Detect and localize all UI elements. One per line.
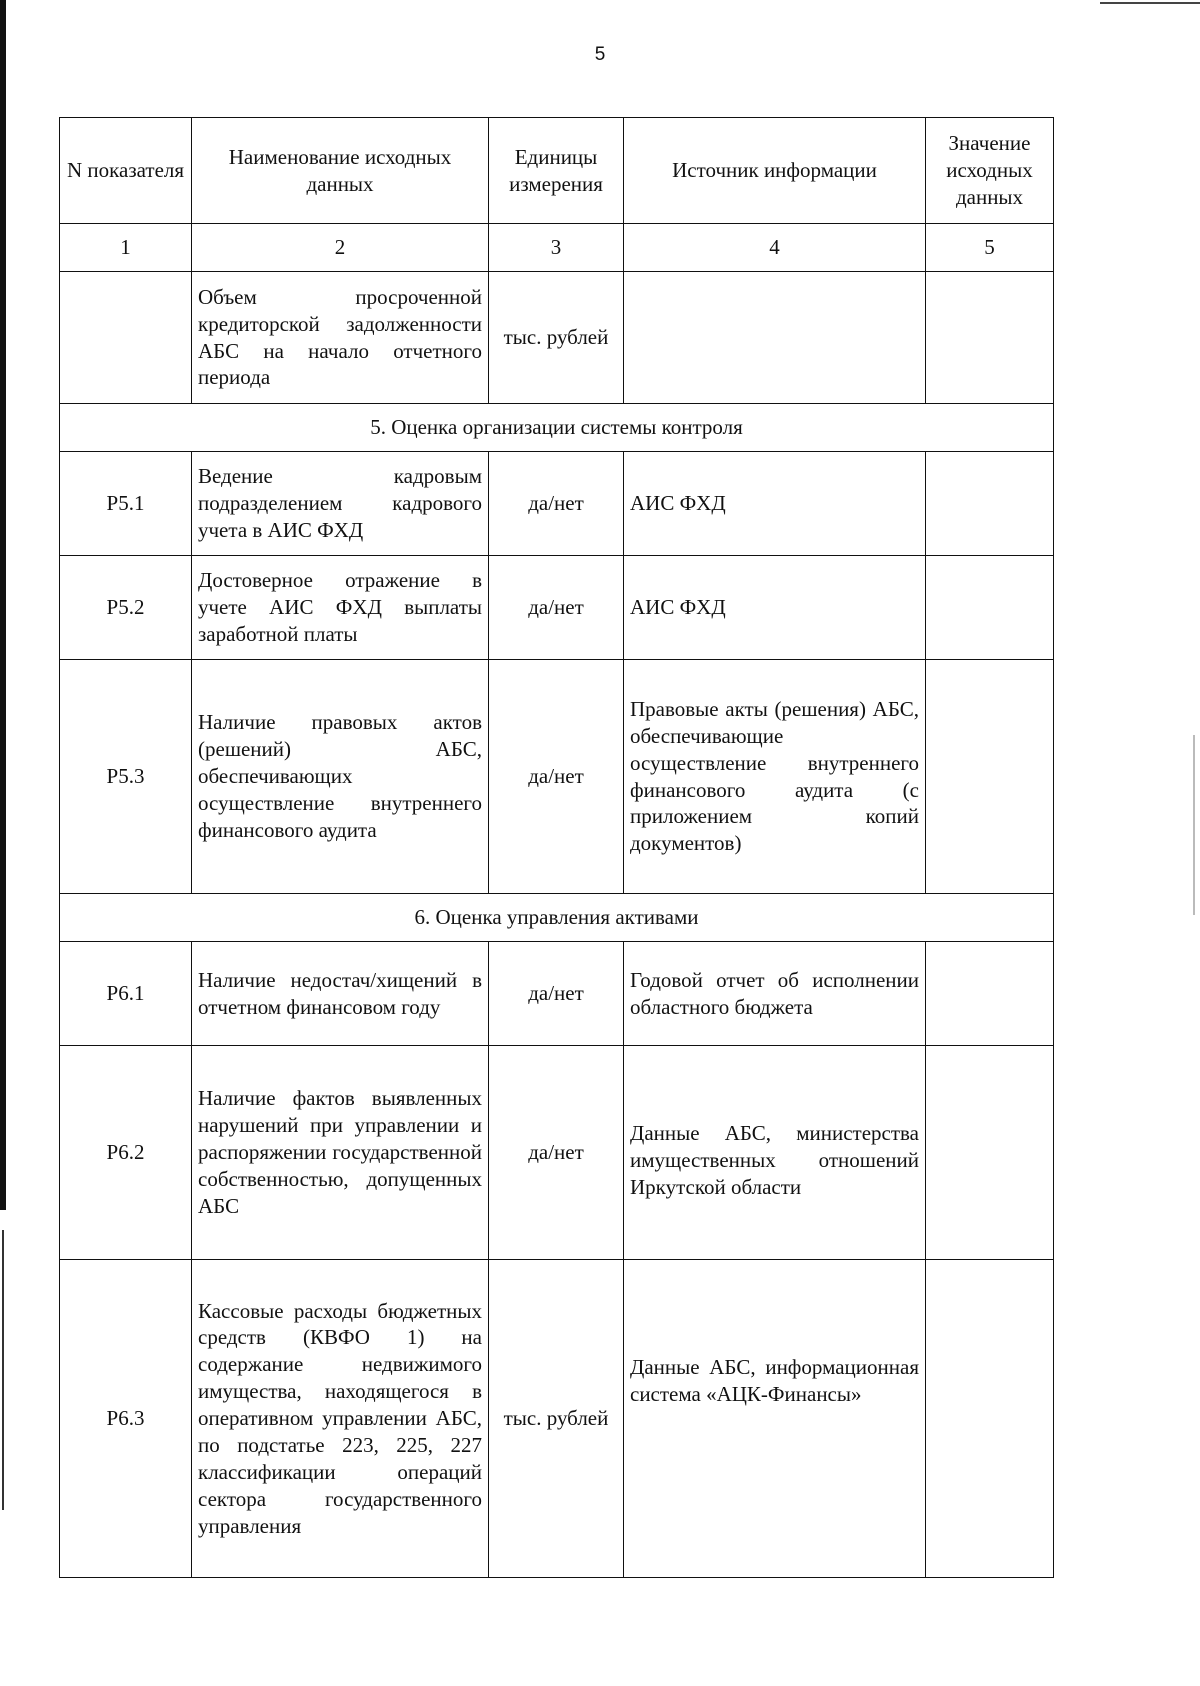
section-title: 5. Оценка организации системы контроля: [60, 404, 1054, 452]
table-row: [60, 942, 1054, 1046]
indicator-unit: тыс. рублей: [489, 272, 624, 404]
indicator-number: Р6.3: [60, 1260, 192, 1578]
indicator-number: Р5.3: [60, 660, 192, 894]
indicator-unit: да/нет: [489, 942, 624, 1046]
indicator-name: Достоверное отражение в учете АИС ФХД выплаты заработной платы: [192, 556, 489, 660]
indicator-source: Данные АБС, министерства имущественных отношений Иркутской области: [624, 1046, 926, 1260]
indicator-source: АИС ФХД: [624, 556, 926, 660]
indicator-name: Наличие недостач/хищений в отчетном финансовом году: [192, 942, 489, 1046]
indicator-value: [926, 452, 1054, 556]
indicator-source: Годовой отчет об исполнении областного бюджета: [624, 942, 926, 1046]
col-number: 1: [60, 224, 192, 272]
indicator-number: Р6.1: [60, 942, 192, 1046]
indicator-number: Р5.2: [60, 556, 192, 660]
table-row: [60, 1046, 1054, 1260]
scan-top-line: [1100, 2, 1200, 4]
header-units: Единицы измерения: [489, 118, 624, 224]
table-row: [60, 660, 1054, 894]
indicators-table: [59, 117, 1054, 1578]
indicator-value: [926, 1046, 1054, 1260]
indicator-unit: да/нет: [489, 1046, 624, 1260]
indicator-value: [926, 660, 1054, 894]
header-value: Значение исходных данных: [926, 118, 1054, 224]
page-number: 5: [594, 44, 606, 65]
table-row: [60, 556, 1054, 660]
header-info-source: Источник информации: [624, 118, 926, 224]
indicator-unit: да/нет: [489, 452, 624, 556]
section-title: 6. Оценка управления активами: [60, 894, 1054, 942]
scan-right-mark: [1193, 735, 1195, 915]
indicator-value: [926, 556, 1054, 660]
indicator-source: [624, 272, 926, 404]
indicator-source: Данные АБС, информационная система «АЦК-Финансы»: [624, 1260, 926, 1578]
indicator-source: АИС ФХД: [624, 452, 926, 556]
indicator-name: Наличие фактов выявленных нарушений при управлении и распоряжении государственной собственностью, допущенных АБС: [192, 1046, 489, 1260]
indicator-source: Правовые акты (решения) АБС, обеспечивающие осуществление внутреннего финансового аудита (с приложением копий документов): [624, 660, 926, 894]
section-header-row: [60, 894, 1054, 942]
table-row: [60, 1260, 1054, 1578]
indicator-name: Наличие правовых актов (решений) АБС, обеспечивающих осуществление внутреннего финансового аудита: [192, 660, 489, 894]
section-header-row: [60, 404, 1054, 452]
col-number: 4: [624, 224, 926, 272]
indicator-number: [60, 272, 192, 404]
indicator-unit: да/нет: [489, 660, 624, 894]
col-number: 3: [489, 224, 624, 272]
indicator-name: Кассовые расходы бюджетных средств (КВФО 1) на содержание недвижимого имущества, находящегося в оперативном управлении АБС, по подстатье 223, 225, 227 классификации операций сектора государственного управления: [192, 1260, 489, 1578]
header-source-data-name: Наименование исходных данных: [192, 118, 489, 224]
table-row: [60, 452, 1054, 556]
indicator-number: Р6.2: [60, 1046, 192, 1260]
indicator-unit: тыс. рублей: [489, 1260, 624, 1578]
indicator-value: [926, 942, 1054, 1046]
indicator-unit: да/нет: [489, 556, 624, 660]
table-row: [60, 272, 1054, 404]
scan-edge-mark-lower: [2, 1230, 4, 1510]
indicator-name: Объем просроченной кредиторской задолженности АБС на начало отчетного периода: [192, 272, 489, 404]
indicator-value: [926, 272, 1054, 404]
col-number: 2: [192, 224, 489, 272]
indicator-value: [926, 1260, 1054, 1578]
col-number: 5: [926, 224, 1054, 272]
indicator-name: Ведение кадровым подразделением кадрового учета в АИС ФХД: [192, 452, 489, 556]
scan-edge-mark: [0, 0, 6, 1210]
indicator-number: Р5.1: [60, 452, 192, 556]
table-header-row: [60, 118, 1054, 224]
header-indicator-number: N показателя: [60, 118, 192, 224]
column-numbers-row: [60, 224, 1054, 272]
